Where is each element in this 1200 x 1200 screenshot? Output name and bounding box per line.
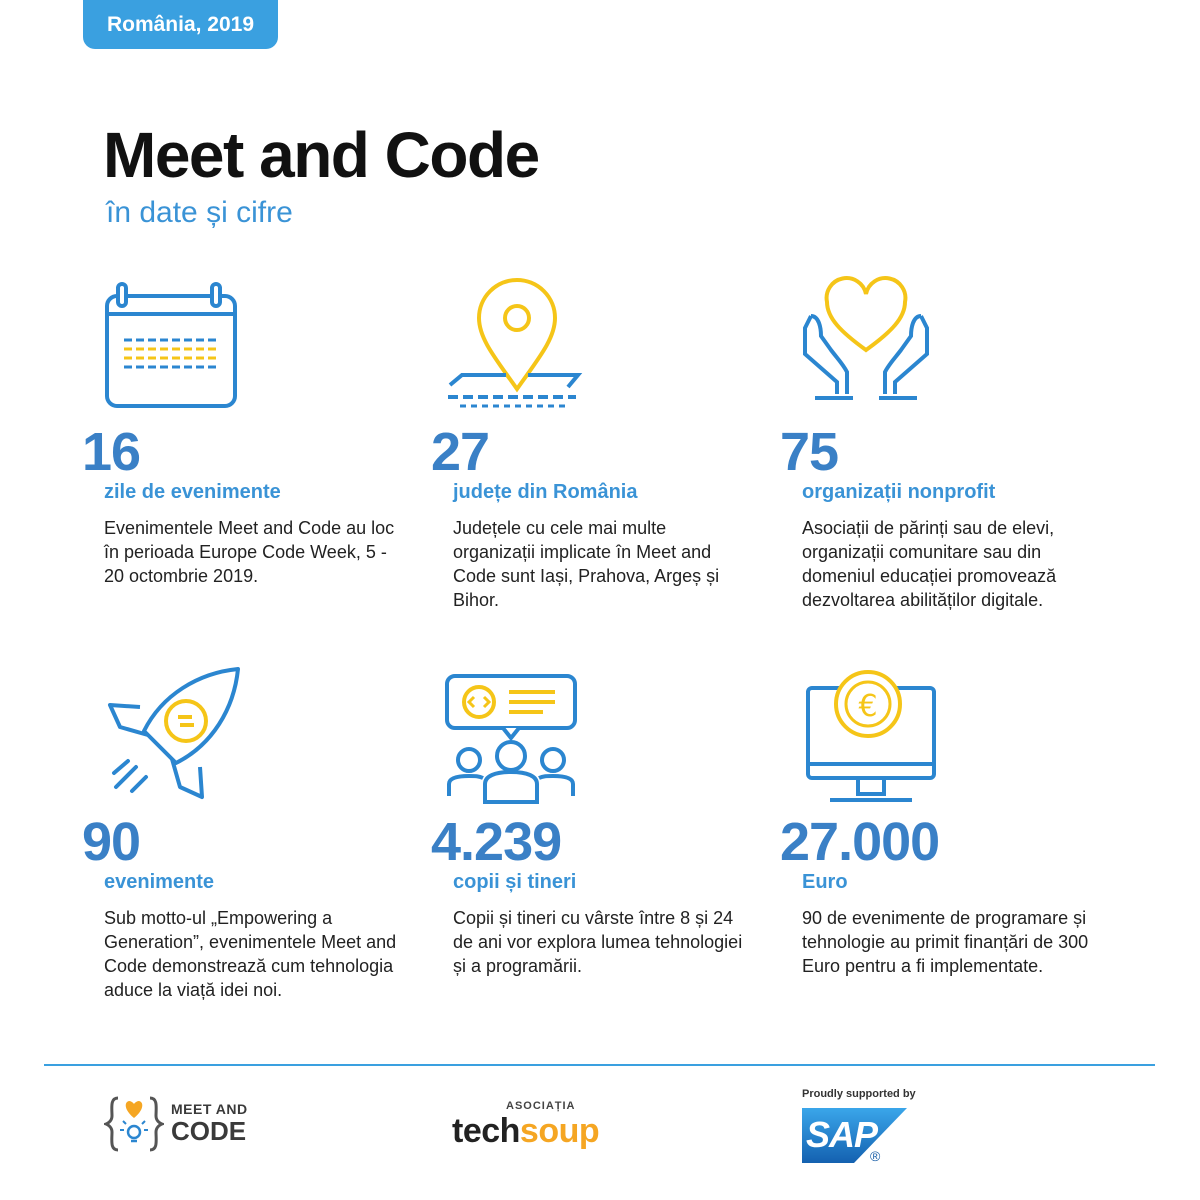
meet-and-code-logo	[104, 1094, 264, 1154]
techsoup-word-soup: soup	[519, 1112, 600, 1150]
sap-wordmark: SAP	[806, 1114, 878, 1155]
stat-description: 90 de evenimente de programare și tehnologie au primit finanțări de 300 Euro pentru a fi implementate.	[802, 908, 1089, 976]
stat-events	[82, 812, 404, 1002]
stat-days	[82, 422, 404, 588]
page-subtitle: în date și cifre	[106, 196, 293, 229]
people-code-icon	[443, 672, 579, 806]
stat-counties	[431, 422, 753, 612]
stat-label: Euro	[802, 871, 848, 893]
monitor-euro-icon	[804, 668, 938, 806]
svg-text:€: €	[858, 689, 878, 724]
sap-logo	[802, 1108, 907, 1163]
meet-and-code-line2: CODE	[171, 1116, 247, 1146]
sap-registered-mark: ®	[870, 1148, 881, 1164]
stat-label: copii și tineri	[453, 871, 577, 893]
stat-euro	[780, 812, 1102, 978]
rocket-icon	[102, 665, 244, 805]
heart-hands-icon	[797, 272, 937, 410]
footer-divider	[44, 1064, 1155, 1066]
stat-number: 16	[82, 422, 141, 482]
stat-number: 90	[82, 812, 141, 872]
sap-caption: Proudly supported by	[802, 1088, 916, 1100]
techsoup-association-label: ASOCIAȚIA	[506, 1100, 576, 1112]
stat-children	[431, 812, 753, 978]
stat-description: Județele cu cele mai multe organizații implicate în Meet and Code sunt Iași, Prahova, Argeș și Bihor.	[453, 518, 720, 610]
stat-number: 4.239	[431, 812, 562, 872]
stat-label: județe din România	[453, 481, 638, 503]
stat-description: Copii și tineri cu vârste între 8 și 24 de ani vor explora lumea tehnologiei și a programării.	[453, 908, 743, 976]
stat-number: 27	[431, 422, 490, 482]
stat-label: organizații nonprofit	[802, 481, 996, 503]
location-year-tag: România, 2019	[83, 0, 278, 49]
stat-nonprofits	[780, 422, 1102, 612]
braces-bulb-icon	[104, 1094, 164, 1154]
calendar-icon	[104, 282, 238, 410]
meet-and-code-line1: MEET AND	[171, 1101, 248, 1117]
techsoup-logo	[452, 1100, 652, 1151]
sap-sponsor	[802, 1088, 916, 1163]
techsoup-word-tech: tech	[452, 1112, 520, 1150]
stat-description: Evenimentele Meet and Code au loc în perioada Europe Code Week, 5 - 20 octombrie 2019.	[104, 518, 395, 586]
stat-label: evenimente	[104, 871, 215, 893]
stat-description: Sub motto-ul „Empowering a Generation”, evenimentele Meet and Code demonstrează cum tehnologia aduce la viață idei noi.	[104, 908, 397, 1000]
stat-number: 27.000	[780, 812, 940, 872]
location-pin-icon	[446, 275, 584, 410]
page-title: Meet and Code	[103, 119, 539, 191]
stat-number: 75	[780, 422, 839, 482]
stat-label: zile de evenimente	[104, 481, 281, 503]
stat-description: Asociații de părinți sau de elevi, organizații comunitare sau din domeniul educației promovează dezvoltarea abilităților digitale.	[802, 518, 1057, 610]
